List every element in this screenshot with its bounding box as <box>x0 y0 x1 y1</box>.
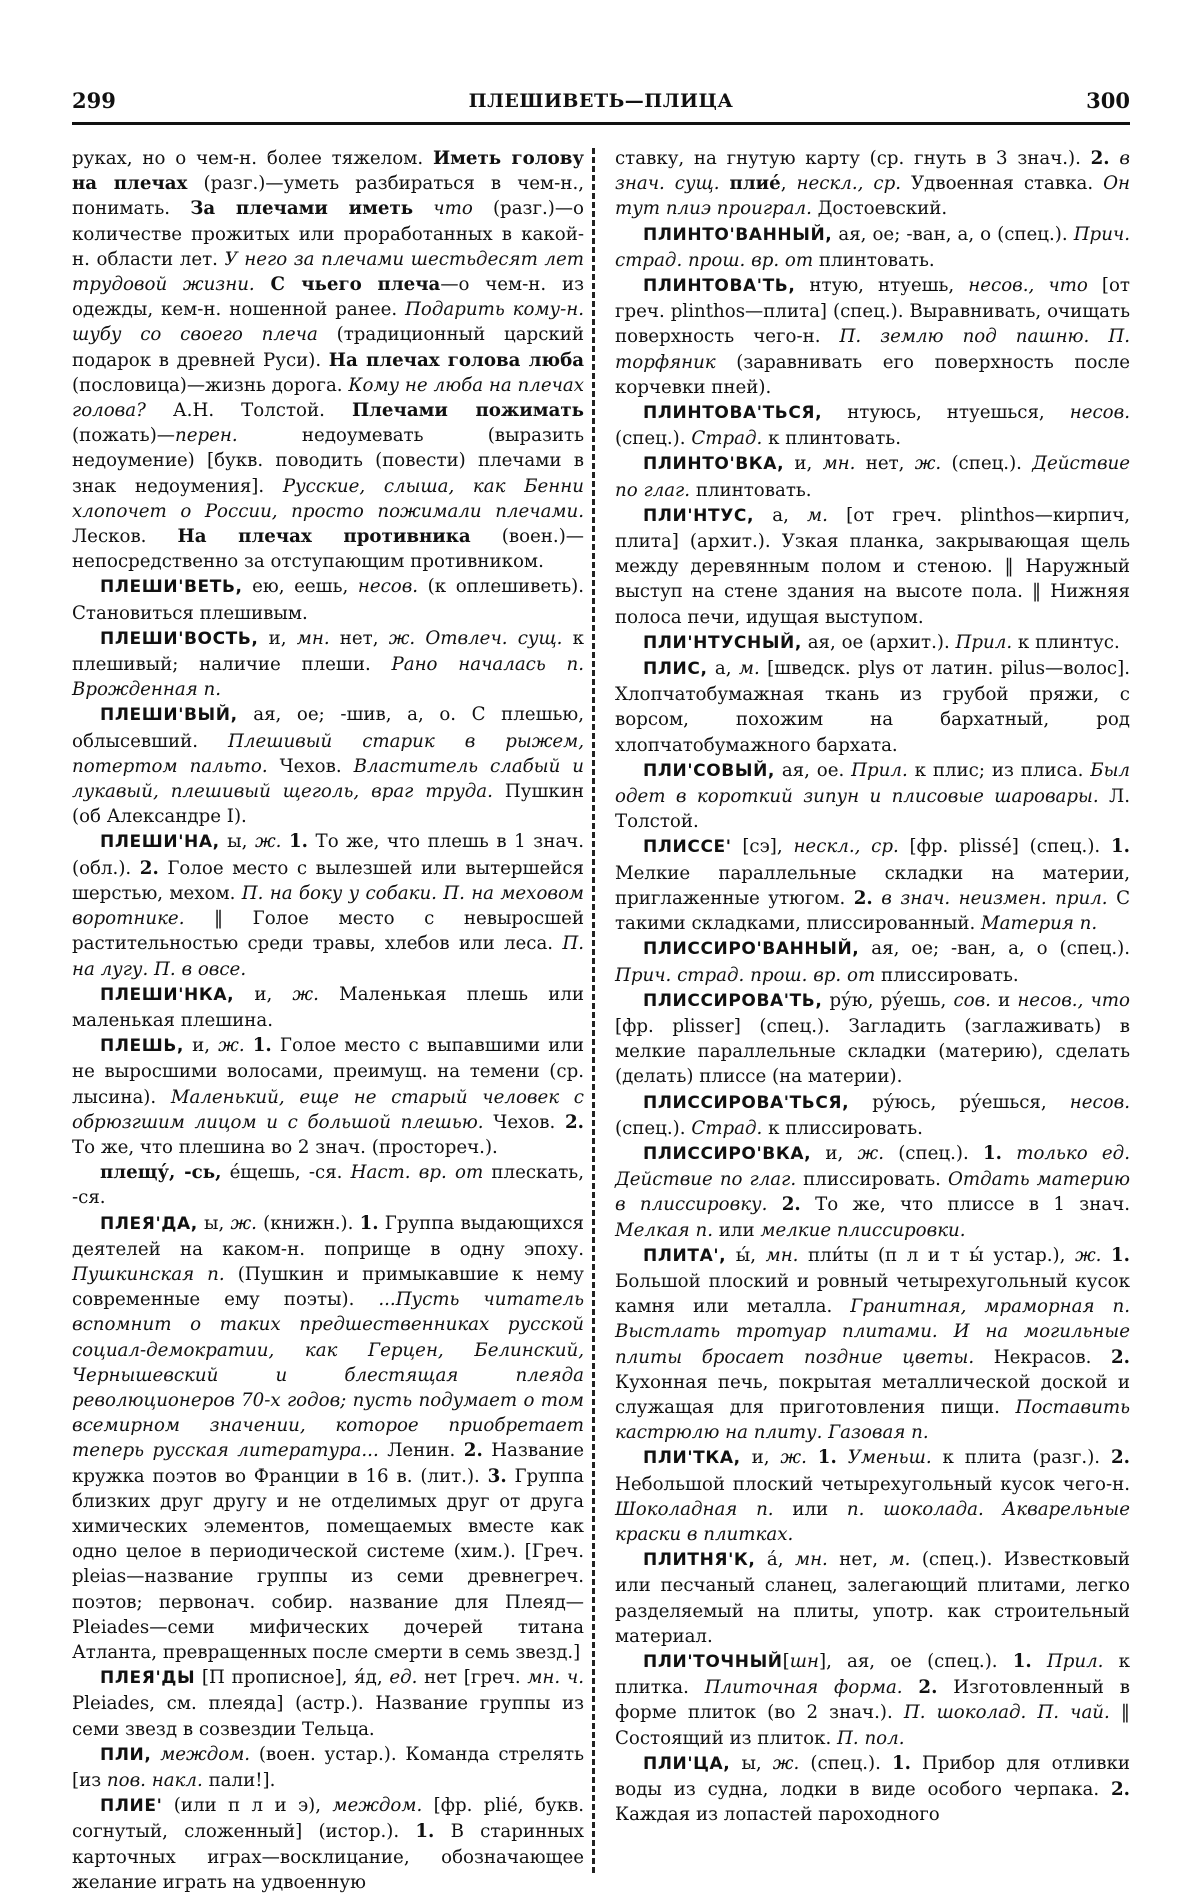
dictionary-entry <box>72 1742 584 1793</box>
italic-text: междом. <box>160 1743 251 1765</box>
entry-text: ], ая, ое (спец.). <box>818 1650 1013 1672</box>
entry-text <box>767 1194 781 1215</box>
entry-text: (книжн.). <box>256 1212 360 1234</box>
right-column <box>615 146 1130 1827</box>
headword: ПЛИ'СОВЫЙ, <box>643 760 775 781</box>
bold-text: 2. <box>565 1111 584 1133</box>
entry-text: а́, <box>755 1549 795 1571</box>
bold-text: За плечами иметь <box>190 198 414 220</box>
italic-text: несов., что <box>1017 989 1130 1011</box>
dictionary-entry <box>615 400 1130 451</box>
italic-text: нескл., ср. <box>796 173 902 195</box>
entry-text: а, <box>754 504 808 526</box>
italic-text: Русские, слыша, как Бенни хлопочет о России, просто пожимали плечами. <box>72 475 584 522</box>
dictionary-entry <box>72 982 584 1033</box>
bold-text: 2. <box>1111 1447 1130 1469</box>
italic-text: в знач. сущ. <box>615 148 1130 195</box>
headword: ПЛИНТОВА'ТЬ, <box>643 276 796 297</box>
entry-text: (традиционный царский подарок в древней Руси). <box>72 324 584 371</box>
entry-text: ставку, на гнутую карту (ср. гнуть в 3 знач.). <box>615 148 1091 169</box>
dictionary-entry <box>72 146 584 574</box>
entry-text: Некрасов. <box>974 1346 1112 1368</box>
entry-text: ру́юсь, ру́ешься, <box>849 1091 1070 1113</box>
entry-text: ‖ Состоящий из плиток. <box>615 1702 1130 1749</box>
entry-text: [фр. plissé] (спец.). <box>898 836 1111 858</box>
entry-text <box>255 274 271 295</box>
bold-text: 1. <box>817 1447 837 1469</box>
bold-text: плеча <box>377 274 441 296</box>
dictionary-entry <box>72 626 584 703</box>
headword: ПЛИССИРО'ВАННЫЙ, <box>643 939 860 960</box>
italic-text: ж. <box>292 983 319 1005</box>
bold-text: 2. <box>918 1677 938 1699</box>
italic-text: Прич. страд. прош. вр. от <box>615 964 876 986</box>
entry-text <box>151 1744 160 1765</box>
entry-text <box>362 274 378 295</box>
entry-text: Лесков. <box>72 526 178 548</box>
dictionary-entry <box>615 146 1130 222</box>
italic-text: нескл., ср. <box>793 836 899 858</box>
headword: ПЛИССИРО'ВКА, <box>643 1143 812 1164</box>
italic-text: несов. <box>357 576 419 598</box>
entry-text: (спец.). <box>615 1117 692 1139</box>
headword: ПЛЕЯ'ДЫ <box>100 1668 196 1689</box>
bold-text: 3. <box>487 1465 507 1487</box>
entry-text: плиссировать. <box>875 964 1019 986</box>
italic-text: только ед. Действие по глаг. <box>615 1142 1130 1191</box>
italic-text: Прич. страд. прош. вр. от <box>615 223 1130 271</box>
entry-text: к плинтус. <box>1012 631 1120 653</box>
entry-text: , <box>780 173 797 195</box>
italic-text: междом. <box>332 1795 423 1817</box>
entry-text: и, <box>784 453 823 475</box>
italic-text: ж. <box>780 1447 807 1469</box>
entry-text <box>1110 148 1120 169</box>
italic-text: П. пол. <box>837 1727 905 1749</box>
headword: ПЛИЕ' <box>100 1796 163 1817</box>
entry-text: Кухонная печь, покрытая металлической доской и служащая для приготовления пищи. <box>615 1371 1130 1418</box>
italic-text: перен. <box>175 425 238 447</box>
entry-text: [ <box>782 1650 790 1672</box>
entry-text: (пожать)— <box>72 425 175 447</box>
entry-text: Пушкин (об Александре I). <box>72 781 584 828</box>
italic-text: Был одет в короткий зипун и плисовые шаровары. <box>615 759 1130 808</box>
headword: ПЛЕШИ'ВОСТЬ, <box>100 628 259 649</box>
dictionary-entry <box>615 936 1130 987</box>
bold-text: 2. <box>853 887 873 909</box>
italic-text: Подарить кому-н. шубу со своего плеча <box>72 299 584 346</box>
entry-text: Каждая из лопастей пароходного <box>615 1804 940 1826</box>
italic-text: Поставить кастрюлю на плиту. Газовая п. <box>615 1396 1130 1444</box>
italic-text: несов., что <box>968 275 1088 297</box>
headword: ПЛЕШИ'ВЫЙ, <box>100 705 238 726</box>
dictionary-entry <box>615 656 1130 758</box>
entry-text: к плинтовать. <box>762 428 901 450</box>
headword: ПЛИССИРОВА'ТЬ, <box>643 990 823 1011</box>
entry-text: (пословица)—жизнь дорога. <box>72 374 349 396</box>
italic-text: п. шоколада. Акварельные краски в плитках. <box>615 1498 1130 1545</box>
entry-text: [фр. plisser] (спец.). Загладить (заглаживать) в мелкие параллельные складки (материю), сделать (делать) плиссе (на материи). <box>615 1015 1130 1088</box>
entry-text: То же, что плешина во 2 знач. (простореч.). <box>72 1136 498 1158</box>
entry-text: Мелкие параллельные складки на материи, приглаженные утюгом. <box>615 862 1130 909</box>
entry-text: или <box>773 1498 847 1520</box>
entry-text: Чехов. <box>267 755 354 777</box>
entry-text: Л. Толстой. <box>615 786 1130 833</box>
entry-text: и, <box>811 1142 858 1164</box>
column-divider <box>592 148 595 1873</box>
headword: ПЛИТНЯ'К, <box>643 1550 756 1571</box>
italic-text: ж. <box>388 627 416 649</box>
dictionary-entry <box>615 1649 1130 1751</box>
entry-text: плиссировать. <box>796 1169 948 1191</box>
entry-text: ею, еешь, <box>242 576 358 598</box>
italic-text: мн. ч. <box>527 1667 584 1689</box>
italic-text: несов. <box>1069 1091 1130 1113</box>
italic-text: Шоколадная п. <box>615 1498 774 1520</box>
bold-text: плие́ <box>729 173 781 195</box>
italic-text: м. <box>738 658 760 680</box>
entry-text: ая, ое; -шив, а, о. С плешью, облысевший. <box>72 704 584 752</box>
dictionary-entry <box>72 1211 584 1666</box>
headword: ПЛИССЕ' <box>643 837 732 858</box>
bold-text: 1. <box>891 1752 911 1774</box>
entry-text: Большой плоский и ровный четырехугольный кусок камня или металла. <box>615 1270 1130 1318</box>
bold-text: 2. <box>1090 148 1110 169</box>
entry-text: нтую, нтуешь, <box>795 275 969 297</box>
italic-text: м. <box>889 1549 911 1571</box>
dictionary-entry <box>615 222 1130 273</box>
bold-text: На плечах противника <box>177 526 471 548</box>
entry-text <box>281 831 289 852</box>
bold-text: плещу́, -сь, <box>100 1162 222 1184</box>
entry-text <box>807 1447 818 1468</box>
entry-text: ы, <box>197 1212 231 1234</box>
dictionary-entry <box>615 1090 1130 1141</box>
italic-text: ж. <box>772 1752 800 1774</box>
entry-text: [сэ], <box>731 836 794 858</box>
entry-text: Чехов. <box>483 1111 565 1133</box>
entry-text: (спец.). <box>615 428 692 450</box>
dictionary-entry <box>615 834 1130 936</box>
entry-text: ая, ое. <box>774 759 852 781</box>
bold-text: 2. <box>1111 1346 1131 1368</box>
headword: ПЛИ'ЦА, <box>643 1753 731 1774</box>
header-rule <box>72 122 1130 125</box>
italic-text: Страд. <box>691 1117 763 1139</box>
headword: ПЛИ'ТОЧНЫЙ <box>643 1651 783 1672</box>
italic-text: Плешивый старик в рыжем, потертом пальто. <box>72 730 584 777</box>
dictionary-entry <box>72 574 584 625</box>
italic-text: У него за плечами шестьдесят лет трудовой жизни. <box>72 248 584 296</box>
dictionary-entry <box>72 829 584 981</box>
italic-text: Гранитная, мраморная п. Выстлать тротуар плитами. И на могильные плиты бросает поздние цветы. <box>615 1296 1130 1368</box>
entry-text: нет [греч. <box>417 1667 528 1689</box>
entry-text: Изготовленный в форме плиток (во 2 знач.). <box>615 1677 1130 1724</box>
entry-text <box>413 198 433 219</box>
italic-text: Он тут плиэ проиграл. <box>615 173 1130 220</box>
italic-text: Прил. <box>955 631 1013 653</box>
dictionary-entry <box>72 1665 584 1742</box>
italic-text: шн <box>789 1650 819 1672</box>
bold-text: С чьего <box>270 274 362 296</box>
italic-text: П. на боку у собаки. П. на меховом воротнике. <box>72 882 585 930</box>
italic-text: ж. <box>857 1142 884 1164</box>
entry-text: нет, <box>827 1549 890 1571</box>
running-head: ПЛЕШИВЕТЬ—ПЛИЦА <box>468 90 734 112</box>
entry-text: плинтовать. <box>690 479 812 501</box>
dictionary-entry <box>615 1445 1130 1547</box>
entry-text: Небольшой плоский четырехугольный кусок чего-н. <box>615 1473 1130 1495</box>
italic-text: Маленький, еще не старый человек с обрюзгшим лицом и с большой плешью. <box>72 1086 584 1133</box>
entry-text: [П прописное], я́д, <box>195 1667 390 1689</box>
italic-text: Материя п. <box>981 913 1098 935</box>
italic-text: Действие по глаг. <box>615 453 1131 501</box>
entry-text: или <box>713 1219 761 1241</box>
headword: ПЛИНТО'ВКА, <box>643 454 785 475</box>
dictionary-entry <box>615 451 1130 502</box>
italic-text: мн. <box>296 627 330 649</box>
entry-text: нет, <box>855 453 915 475</box>
bold-text: 2. <box>781 1194 801 1216</box>
italic-text: Плиточная форма. <box>704 1677 903 1699</box>
entry-text: Pleiades, см. плеяда] (астр.). Название группы из семи звезд в созвездии Тельца. <box>72 1693 584 1740</box>
bold-text: Плечами пожимать <box>351 400 584 422</box>
headword: ПЛЕШЬ, <box>100 1036 184 1057</box>
entry-text: и, <box>183 1035 219 1057</box>
italic-text: в знач. неизмен. прил. <box>881 887 1108 909</box>
headword: ПЛИТА', <box>643 1245 727 1266</box>
entry-text: Группа выдающихся деятелей на каком-н. поприще в одну эпоху. <box>72 1212 584 1260</box>
entry-text: к плита (разг.). <box>931 1447 1111 1469</box>
headword: ПЛИ'ТКА, <box>643 1448 741 1469</box>
dictionary-entry <box>615 988 1130 1090</box>
bold-text: 2. <box>1111 1779 1130 1800</box>
entry-text: (разг.)—уметь разбираться в чем-н., понимать. <box>72 173 585 220</box>
headword: ПЛИССИРОВА'ТЬСЯ, <box>643 1092 850 1113</box>
entry-text: (спец.). Известковый или песчаный сланец, залегающий плитами, легко разделяемый на плиты, употр. как строительный материал. <box>615 1549 1130 1647</box>
dictionary-entry <box>615 273 1130 400</box>
italic-text: ед. <box>389 1667 418 1689</box>
dictionary-entry <box>615 630 1130 656</box>
entry-text: (или п л и э), <box>162 1795 333 1817</box>
entry-text: к плешивый; наличие плеши. <box>72 627 584 676</box>
entry-text <box>415 628 425 649</box>
italic-text: П. на лугу. П. в овсе. <box>72 933 584 980</box>
entry-text: ы́, <box>726 1244 766 1266</box>
italic-text: Уменьш. <box>847 1447 932 1469</box>
dictionary-entry <box>72 1033 584 1160</box>
headword: ПЛЕЯ'ДА, <box>100 1213 198 1234</box>
italic-text: пов. накл. <box>106 1770 203 1791</box>
headword: ПЛИ'НТУС, <box>643 505 755 526</box>
italic-text: Прил. <box>851 759 908 781</box>
headword: ПЛЕШИ'НКА, <box>100 984 235 1005</box>
italic-text: мн. <box>795 1549 828 1571</box>
dictionary-entry <box>615 1243 1130 1446</box>
dictionary-entry <box>72 702 584 829</box>
italic-text: Пушкинская п. <box>72 1263 225 1285</box>
entry-text: (спец.). <box>941 453 1033 475</box>
entry-text: Название кружка поэтов во Франции в 16 в. (лит.). <box>72 1440 584 1487</box>
italic-text: ж. <box>255 831 282 853</box>
entry-text: Прибор для отливки воды из судна, лодки в виде особого черпака. <box>615 1752 1130 1800</box>
entry-text: пли́ты (п л и т ы́ устар.), <box>798 1244 1075 1266</box>
entry-text: плескать, -ся. <box>72 1162 584 1209</box>
page-number-right: 300 <box>1086 88 1130 113</box>
entry-text: Ленин. <box>378 1440 464 1462</box>
bold-text: 1. <box>289 831 309 853</box>
entry-text: —о чем-н. из одежды, кем-н. ношенной ранее. <box>72 274 584 321</box>
entry-text <box>245 1035 253 1056</box>
italic-text: ...Пусть читатель вспомнит о таких предшественниках русской социал-демократии, как Герцен, Белинский, Чернышевский и блестящая плеяда революционеров 70-х годов; пусть подумает о том всемирном значении, которое приобретает теперь русская литература... <box>72 1289 584 1462</box>
bold-text: 1. <box>359 1212 379 1234</box>
entry-text: (воен.)—непосредственно за отступающим противником. <box>72 526 584 573</box>
entry-text: пали!]. <box>202 1770 276 1791</box>
entry-text: а, <box>707 658 739 680</box>
entry-text: [от греч. plinthos—кирпич, плита] (архит.). Узкая планка, закрывающая щель между деревянным полом и стеною. ‖ Наружный выступ на стене здания на высоте пола. ‖ Нижняя полоса печи, идущая выступом. <box>615 504 1130 628</box>
dictionary-entry <box>615 758 1130 835</box>
italic-text: П. землю под пашню. П. торфяник <box>615 326 1130 373</box>
headword: ПЛИНТОВА'ТЬСЯ, <box>643 403 823 424</box>
entry-text: руках, но о чем-н. более тяжелом. <box>72 148 433 169</box>
entry-text: В старинных карточных играх—восклицание, обозначающее желание играть на удвоенную <box>72 1821 585 1893</box>
italic-text: ж. <box>1074 1244 1102 1266</box>
entry-text: Голое место с выпавшими или не выросшими волосами, преимущ. на темени (ср. лысина). <box>72 1035 584 1108</box>
dictionary-entry <box>615 503 1130 630</box>
dictionary-entry <box>72 1793 584 1895</box>
italic-text: ж. <box>230 1212 257 1234</box>
entry-text: Голое место с вылезшей или вытершейся шерстью, мехом. <box>72 857 584 904</box>
entry-text: (к оплешиветь). Становиться плешивым. <box>72 576 584 624</box>
entry-text: ая, ое; -ван, а, о (спец.). <box>832 223 1074 245</box>
italic-text: П. шоколад. П. чай. <box>903 1702 1110 1724</box>
entry-text: [шведск. plys от латин. pilus—волос]. Хлопчатобумажная ткань из грубой пряжи, с ворсом, похожим на бархатный, род хлопчатобумажного бархата. <box>615 658 1130 756</box>
dictionary-entry <box>615 1547 1130 1649</box>
italic-text: Прил. <box>1046 1650 1104 1672</box>
entry-text <box>720 173 730 194</box>
entry-text: [от греч. plinthos—плита] (спец.). Выравнивать, очищать поверхность чего-н. <box>615 275 1130 348</box>
italic-text: ж. <box>218 1035 245 1057</box>
entry-text: ру́ю, ру́ешь, <box>822 989 954 1011</box>
italic-text: Кому не люба на плечах голова? <box>72 374 585 422</box>
headword: ПЛИС, <box>643 659 708 680</box>
entry-text: (спец.). <box>883 1142 983 1164</box>
entry-text: А.Н. Толстой. <box>145 400 352 422</box>
entry-text: и, <box>234 983 293 1005</box>
italic-text: Рано началась п. Врожденная п. <box>72 654 584 701</box>
bold-text: Иметь голову на плечах <box>72 148 584 195</box>
bold-text: На плечах голова люба <box>328 349 584 371</box>
italic-text: Отдать материю в плиссировку. <box>615 1169 1130 1216</box>
italic-text: сов. <box>953 989 991 1011</box>
italic-text: мн. <box>822 453 856 475</box>
entry-text: к плитка. <box>615 1650 1130 1699</box>
entry-text: ая, ое (архит.). <box>801 631 956 653</box>
headword: ПЛЕШИ'НА, <box>100 832 220 853</box>
entry-text: и, <box>258 627 297 649</box>
entry-text <box>1101 1245 1111 1266</box>
dictionary-entry <box>615 1141 1130 1243</box>
entry-text <box>903 1677 919 1698</box>
entry-text: Группа близких друг другу и не отделимых друг от друга химических элементов, помещаемых вместе как одно целое в периодической системе (хим.). [Греч. pleias—название группы из семи древнегреч. поэтов; первонач. собир. название для Плеяд—Pleiades—семи мифических дочерей титана Атланта, превращенных после смерти в семь звезд.] <box>72 1465 584 1663</box>
entry-text: [фр. plié, букв. согнутый, сложенный] (истор.). <box>72 1795 584 1843</box>
entry-text: и <box>990 989 1018 1011</box>
entry-text <box>1002 1143 1016 1164</box>
italic-text: несов. <box>1069 402 1130 424</box>
headword: ПЛИНТО'ВАННЫЙ, <box>643 224 833 245</box>
entry-text: к плиссировать. <box>762 1117 923 1139</box>
entry-text: То же, что плиссе в 1 знач. <box>800 1194 1130 1216</box>
entry-text: Маленькая плешь или маленькая плешина. <box>72 983 584 1031</box>
entry-text: Удвоенная ставка. <box>901 173 1104 195</box>
italic-text: мелкие плиссировки. <box>760 1219 966 1241</box>
bold-text: 1. <box>1110 836 1130 858</box>
page-header <box>72 88 1130 122</box>
entry-text: Достоевский. <box>811 198 948 220</box>
italic-text: ж. <box>914 453 942 475</box>
bold-text: 1. <box>252 1035 272 1057</box>
bold-text: 1. <box>1111 1244 1130 1266</box>
italic-text: что <box>433 198 473 220</box>
entry-text <box>1032 1651 1047 1672</box>
dictionary-entry <box>72 1160 584 1210</box>
entry-text: (разг.)—о количестве прожитых или проработанных в какой-н. области лет. <box>72 198 584 270</box>
bold-text: 1. <box>1012 1650 1032 1672</box>
entry-text: недоумевать (выразить недоумение) [букв. поводить (повести) плечами в знак недоумения]. <box>72 425 584 497</box>
headword: ПЛИ, <box>100 1744 152 1765</box>
entry-text: С такими складками, плиссированный. <box>615 887 1130 935</box>
headword: ПЛЕШИ'ВЕТЬ, <box>100 577 243 598</box>
page-number-left: 299 <box>72 88 116 113</box>
entry-text: и, <box>740 1447 781 1469</box>
entry-text: (воен. устар.). Команда стрелять [из <box>72 1743 584 1791</box>
italic-text: Мелкая п. <box>615 1219 713 1241</box>
italic-text: м. <box>807 504 828 526</box>
bold-text: 1. <box>415 1821 435 1843</box>
entry-text: То же, что плешь в 1 знач. (обл.). <box>72 831 584 879</box>
entry-text: ая, ое; -ван, а, о (спец.). <box>859 938 1130 960</box>
entry-text: (Пушкин и примыкавшие к нему современные ему поэты). <box>72 1263 585 1311</box>
bold-text: 2. <box>463 1440 483 1462</box>
entry-text: плинтовать. <box>813 249 935 271</box>
headword: ПЛИ'НТУСНЫЙ, <box>643 632 802 653</box>
entry-text: нтуюсь, нтуешься, <box>822 402 1070 424</box>
italic-text: Наст. вр. от <box>350 1162 484 1184</box>
italic-text: Страд. <box>691 428 763 450</box>
entry-text: ы, <box>730 1752 773 1774</box>
entry-text: ‖ Голое место с невыросшей растительностью среди травы, хлебов или леса. <box>72 908 584 955</box>
bold-text: 1. <box>982 1142 1002 1164</box>
entry-text: (заравнивать его поверхность после корчевки пней). <box>615 351 1130 398</box>
dictionary-entry <box>615 1751 1130 1828</box>
entry-text: нет, <box>329 627 389 649</box>
entry-text <box>837 1447 848 1468</box>
entry-text: е́щешь, -ся. <box>221 1162 351 1184</box>
entry-text: к плис; из плиса. <box>907 759 1091 781</box>
italic-text: Властитель слабый и лукавый, плешивый щеголь, враг труда. <box>72 755 584 803</box>
italic-text: мн. <box>765 1244 799 1266</box>
italic-text: Отвлеч. сущ. <box>425 627 563 649</box>
bold-text: 2. <box>139 857 159 879</box>
entry-text: ы, <box>219 831 255 853</box>
entry-text <box>873 888 882 909</box>
entry-text: (спец.). <box>799 1752 892 1774</box>
left-column <box>72 146 584 1895</box>
